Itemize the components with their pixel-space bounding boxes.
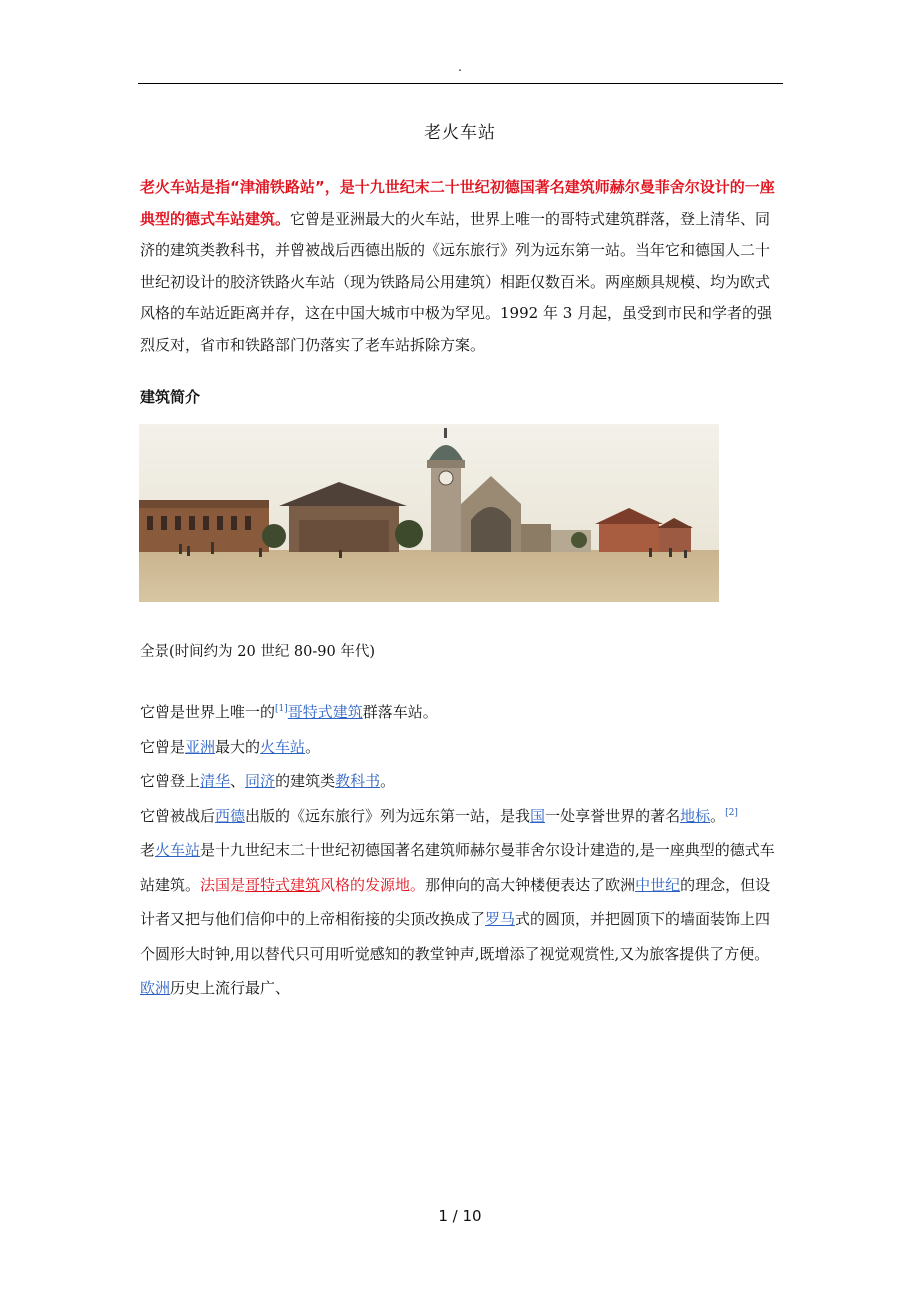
section-heading: 建筑简介: [140, 388, 201, 406]
photo-caption: 全景(时间约为 20 世纪 80-90 年代): [140, 644, 376, 660]
text: 式的圆顶，并把圆顶下的墙面装饰上四个圆形大时钟,用以替代只可用听觉感知的教堂钟声,既增添了视觉观赏性,又为旅客提供了方便。: [140, 910, 771, 963]
link-country[interactable]: 国: [530, 806, 546, 825]
body-line-2: [140, 730, 782, 765]
text: 它曾是: [140, 737, 186, 756]
link-europe[interactable]: 欧洲: [140, 979, 171, 997]
intro-paragraph: [140, 172, 782, 361]
text: 。: [305, 737, 321, 756]
body-line-1: [140, 695, 782, 730]
header-rule: [138, 83, 783, 84]
link-railway-station[interactable]: 火车站: [260, 737, 306, 756]
link-gothic-architecture-2[interactable]: 哥特式建筑: [245, 875, 321, 894]
link-middle-ages[interactable]: 中世纪: [635, 875, 681, 894]
text: 最大的: [215, 737, 261, 756]
text: 的建筑类: [275, 772, 336, 790]
body-line-3: [140, 764, 782, 799]
text: 老: [140, 841, 156, 859]
page-number: 1 / 10: [438, 1207, 482, 1225]
station-panorama-photo: [139, 424, 719, 602]
text: 它曾登上: [140, 772, 201, 790]
text: 、: [230, 772, 246, 790]
body-text: [140, 695, 782, 1006]
text: 历史上流行最广、: [170, 979, 291, 997]
reference-1[interactable]: [1]: [275, 704, 288, 714]
link-west-germany[interactable]: 西德: [215, 806, 246, 825]
text: 它曾是世界上唯一的: [140, 703, 276, 721]
link-textbook[interactable]: 教科书: [335, 772, 381, 790]
body-line-5: [140, 833, 782, 971]
text: 那伸向的高大钟楼便表达了欧洲: [425, 875, 636, 894]
link-gothic-architecture[interactable]: 哥特式建筑: [287, 703, 363, 721]
body-line-4: [140, 799, 782, 834]
reference-2[interactable]: [2]: [725, 807, 738, 818]
document-title: 老火车站: [424, 123, 496, 143]
text: 的理念，但设计者又把与他们信仰中的上帝相衔接的尖顶改换成了: [140, 875, 771, 928]
header-dot: .: [458, 60, 462, 74]
text: 是十九世纪末二十世纪初德国著名建筑师赫尔曼菲舍尔设计建造的,是一座典型的德式车站建筑。: [140, 841, 775, 894]
intro-rest: 它曾是亚洲最大的火车站，世界上唯一的哥特式建筑群落，登上清华、同济的建筑类教科书，并曾被战后西德出版的《远东旅行》列为远东第一站。当年它和德国人二十世纪初设计的胶济铁路火车站（现为铁路局公用建筑）相距仅数百米。两座颇具规模、均为欧式风格的车站近距离并存，这在中国大城市中极为罕见。1992 年 3 月起，虽受到市民和学者的强烈反对，省市和铁路部门仍落实了老车站拆除方案。: [140, 209, 773, 354]
text: 。: [380, 772, 396, 790]
link-railway-station-2[interactable]: 火车站: [155, 841, 201, 859]
text: 法国是: [200, 875, 246, 894]
link-landmark[interactable]: 地标: [680, 806, 711, 825]
link-tongji[interactable]: 同济: [245, 772, 276, 790]
text: 。: [710, 806, 726, 825]
text: 出版的《远东旅行》列为远东第一站，是我: [245, 806, 531, 825]
red-highlight: [200, 876, 425, 894]
body-line-6: [140, 971, 782, 1006]
link-asia[interactable]: 亚洲: [185, 737, 216, 756]
text: 一处享誉世界的著名: [545, 806, 681, 825]
text: 风格的发源地。: [320, 875, 426, 894]
text: 它曾被战后: [140, 806, 216, 825]
intro-bold-red: 老火车站是指“津浦铁路站”，是十九世纪末二十世纪初德国著名建筑师赫尔曼菲舍尔设计的一座典型的德式车站建筑。: [140, 178, 775, 228]
link-tsinghua[interactable]: 清华: [200, 772, 231, 790]
text: 群落车站。: [362, 703, 438, 721]
link-rome[interactable]: 罗马: [485, 910, 516, 928]
